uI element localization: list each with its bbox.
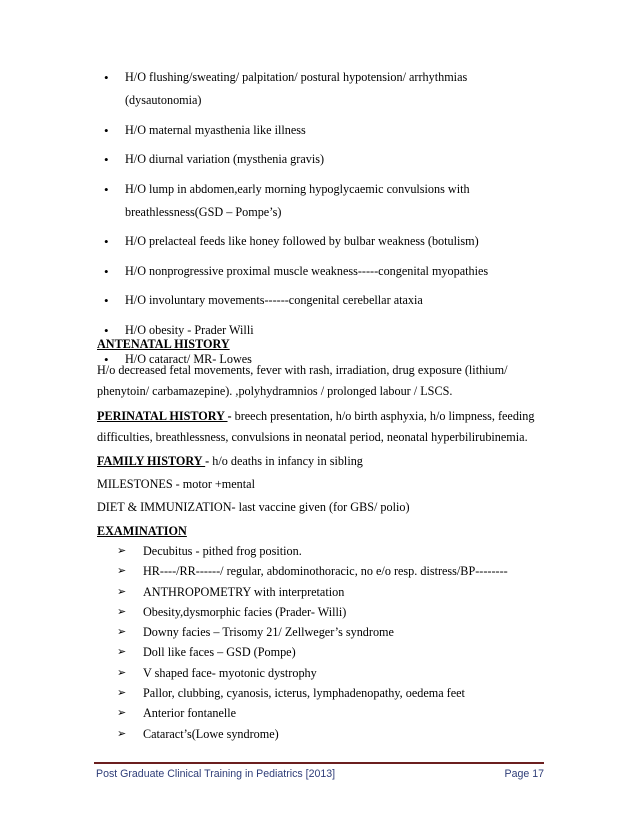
list-item-text: HR----/RR------/ regular, abdominothoracic, no e/o resp. distress/BP-------- bbox=[143, 564, 508, 579]
family-section bbox=[97, 451, 557, 472]
list-item bbox=[0, 66, 638, 112]
antenatal-text: H/o decreased fetal movements, fever with rash, irradiation, drug exposure (lithium/ phenytoin/ carbamazepine). ,polyhydramnios / prolonged labour / LSCS. bbox=[97, 363, 508, 398]
perinatal-section bbox=[97, 406, 557, 448]
list-item bbox=[0, 148, 638, 171]
arrow-bullet-icon: ➢ bbox=[117, 564, 127, 578]
list-item bbox=[0, 260, 638, 283]
bullet-icon: • bbox=[104, 234, 109, 249]
list-item bbox=[0, 703, 638, 723]
page-number: Page 17 bbox=[504, 768, 544, 780]
list-item bbox=[0, 642, 638, 662]
list-item-text: V shaped face- myotonic dystrophy bbox=[143, 665, 317, 680]
milestones-line: MILESTONES - motor +mental bbox=[97, 477, 255, 491]
bullet-icon: • bbox=[104, 352, 109, 367]
perinatal-text: breech presentation, h/o birth asphyxia, h/o limpness, feeding difficulties, breathlessness, convulsions in neonatal period, neonatal hyperbilirubinemia. bbox=[97, 409, 535, 444]
family-separator: - bbox=[205, 454, 210, 468]
list-item-text: H/O cataract/ MR- Lowes bbox=[125, 352, 252, 366]
list-item bbox=[0, 582, 638, 602]
arrow-bullet-icon: ➢ bbox=[117, 706, 127, 720]
list-item bbox=[0, 683, 638, 703]
history-bullet-list bbox=[0, 66, 638, 378]
diet-immunization-line: DIET & IMMUNIZATION- last vaccine given (for GBS/ polio) bbox=[97, 500, 410, 514]
list-item-text: H/O maternal myasthenia like illness bbox=[125, 122, 306, 137]
family-text: h/o deaths in infancy in sibling bbox=[212, 454, 363, 468]
list-item-text: Decubitus - pithed frog position. bbox=[143, 544, 302, 558]
list-item-text: H/O obesity - Prader Willi bbox=[125, 322, 254, 337]
list-item bbox=[0, 602, 638, 622]
arrow-bullet-icon: ➢ bbox=[117, 544, 127, 557]
arrow-bullet-icon: ➢ bbox=[117, 686, 127, 700]
bullet-icon: • bbox=[104, 70, 109, 85]
footer-divider bbox=[94, 762, 544, 764]
list-item-text: Doll like faces – GSD (Pompe) bbox=[143, 645, 296, 660]
list-item bbox=[0, 724, 638, 744]
arrow-bullet-icon: ➢ bbox=[117, 584, 127, 598]
list-item bbox=[0, 663, 638, 683]
list-item-text: Anterior fontanelle bbox=[143, 706, 237, 721]
bullet-icon: • bbox=[104, 293, 109, 308]
family-heading: FAMILY HISTORY bbox=[97, 454, 206, 468]
arrow-bullet-icon: ➢ bbox=[117, 726, 127, 740]
bullet-icon: • bbox=[104, 181, 109, 197]
perinatal-heading: PERINATAL HISTORY bbox=[97, 409, 228, 423]
perinatal-separator: - bbox=[227, 409, 232, 423]
list-item bbox=[0, 178, 638, 224]
list-item-text: H/O nonprogressive proximal muscle weakness-----congenital myopathies bbox=[125, 263, 489, 278]
list-item bbox=[0, 230, 638, 253]
list-item-text: Pallor, clubbing, cyanosis, icterus, lymphadenopathy, oedema feet bbox=[143, 686, 465, 701]
list-item-text: H/O diurnal variation (mysthenia gravis) bbox=[125, 152, 325, 166]
list-item bbox=[0, 561, 638, 581]
antenatal-section bbox=[97, 334, 557, 402]
list-item-text: H/O prelacteal feeds like honey followed by bulbar weakness (botulism) bbox=[125, 234, 479, 248]
list-item-text: Obesity,dysmorphic facies (Prader- Willi) bbox=[143, 604, 347, 619]
antenatal-heading: ANTENATAL HISTORY bbox=[97, 337, 230, 351]
bullet-icon: • bbox=[104, 322, 109, 338]
bullet-icon: • bbox=[104, 263, 109, 279]
examination-list bbox=[0, 541, 638, 744]
list-item-text: H/O lump in abdomen,early morning hypoglycaemic convulsions with breathlessness(GSD – Pompe’s) bbox=[125, 181, 470, 219]
list-item bbox=[0, 622, 638, 642]
list-item-text: Cataract’s(Lowe syndrome) bbox=[143, 726, 279, 741]
arrow-bullet-icon: ➢ bbox=[117, 665, 127, 679]
list-item bbox=[0, 289, 638, 312]
arrow-bullet-icon: ➢ bbox=[117, 604, 127, 618]
list-item-text: H/O flushing/sweating/ palpitation/ postural hypotension/ arrhythmias (dysautonomia) bbox=[125, 70, 468, 107]
footer-title: Post Graduate Clinical Training in Pediatrics [2013] bbox=[96, 768, 336, 780]
bullet-icon: • bbox=[104, 152, 109, 167]
list-item bbox=[0, 541, 638, 561]
bullet-icon: • bbox=[104, 122, 109, 138]
examination-heading: EXAMINATION bbox=[97, 524, 187, 538]
arrow-bullet-icon: ➢ bbox=[117, 625, 127, 639]
list-item bbox=[0, 119, 638, 142]
arrow-bullet-icon: ➢ bbox=[117, 645, 127, 659]
list-item-text: ANTHROPOMETRY with interpretation bbox=[143, 584, 345, 599]
list-item-text: Downy facies – Trisomy 21/ Zellweger’s syndrome bbox=[143, 625, 394, 640]
list-item-text: H/O involuntary movements------congenital cerebellar ataxia bbox=[125, 293, 423, 307]
